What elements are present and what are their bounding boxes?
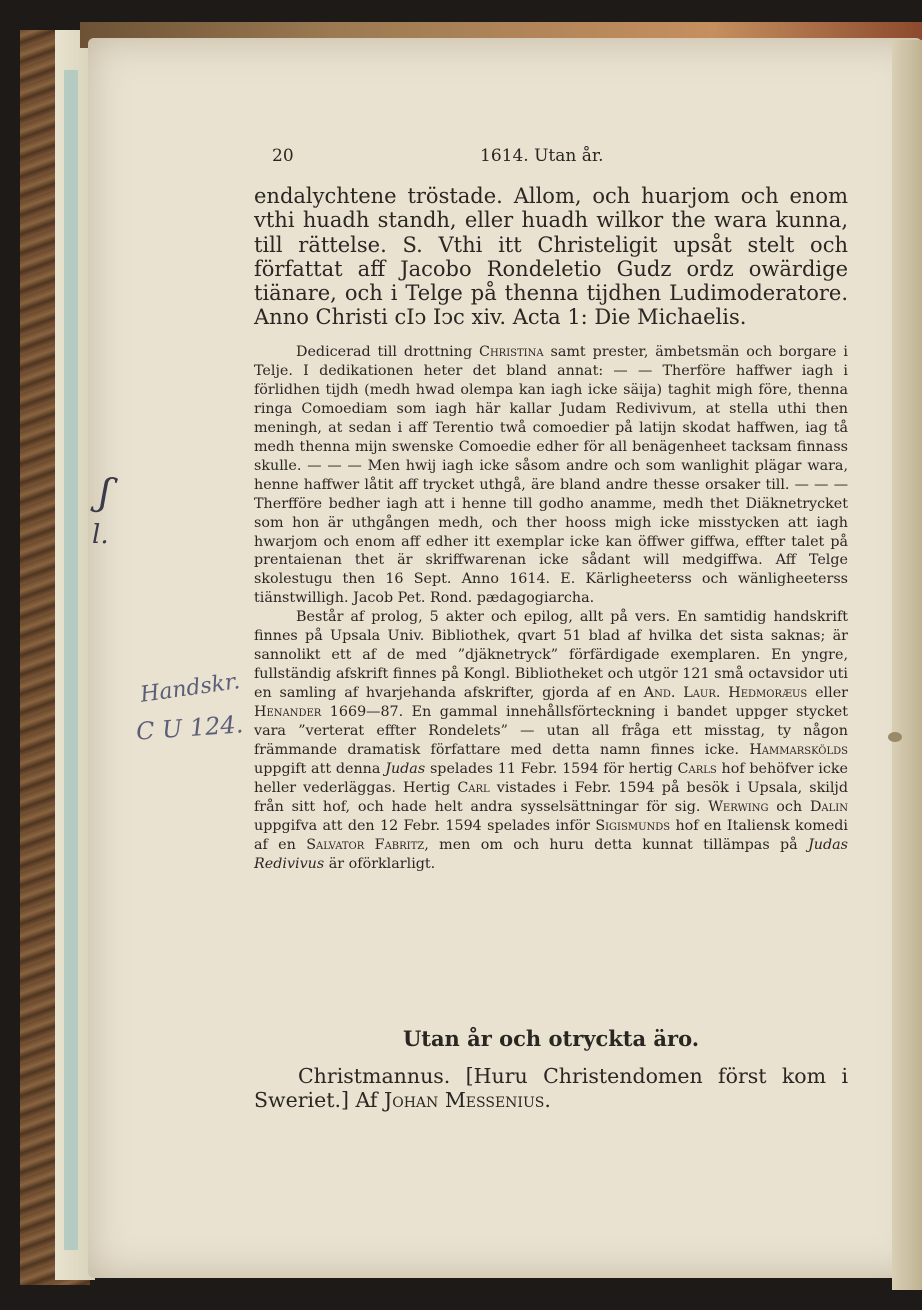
page-header [254, 146, 854, 172]
next-page-edge [892, 40, 922, 1290]
bookmark-strip [64, 70, 78, 1250]
lead-paragraph: endalychtene tröstade. Allom, och huarjom och enom vthi huadh standh, eller huadh wilkor the wara kunna, till rättelse. S. Vthi itt Christeligit upsåt stelt och författat aff Jacobo Rondeletio Gudz ordz owärdige tiänare, och i Telge på thenna tijdhen Ludimoderatore. Anno Christi cIↄ Iↄc xiv. Acta 1: Die Michaelis. [254, 184, 848, 330]
margin-mark: ʃ [96, 469, 114, 515]
commentary [254, 343, 848, 874]
page-number: 20 [272, 146, 294, 166]
section-heading: Utan år och otryckta äro. [402, 1026, 700, 1051]
handwritten-note: Handskr. [138, 669, 242, 708]
margin-mark-2: l. [92, 520, 109, 550]
catalogue-entry: Christmannus. [Huru Christendomen först kom i Sweriet.] Af Johan Messenius. [254, 1064, 848, 1112]
handwritten-shelfmark: C U 124. [135, 710, 245, 746]
commentary-paragraph-1: Dedicerad till drottning Christina samt prester, ämbetsmän och borgare i Telje. I dedikationen heter det bland annat: — — Therföre haffwer iagh i förlidhen tijdh (medh hwad olempa kan iagh icke säija) taghit migh före, thenna ringa Comoediam som iagh här kallar Judam Redivivum, at stella uthi then meningh, at sedan i aff Terentio twå comoedier på latijn skodat haffwen, iag tå medh thenna mijn swenske Comoedie edher för all benägenheet tacksam finnass skulle. — — — Men hwij iagh icke såsom andre och som wanlighit plägar wara, henne haffwer låtit aff trycket uthgå, äre bland andre thesse orsaker till. — — — Therfföre bedher iagh att i henne till godho anamme, medh thet Diäknetrycket som hon är uthgången medh, och ther hooss migh icke misstycken att iagh hwarjom och enom aff edher itt exemplar icke kan öffwer giffwa, effter talet på prentaienan thet är skriffwarenan icke sådant will medgiffwa. Aff Telge skolestugu then 16 Sept. Anno 1614. E. Kärligheeterss och wänligheeterss tiänstwilligh. Jacob Pet. Rond. pædagogiarcha. [254, 344, 848, 607]
commentary-paragraph-2: Består af prolog, 5 akter och epilog, allt på vers. En samtidig handskrift finnes på Upsala Univ. Bibliothek, qvart 51 blad af hvilka det sista saknas; är sannolikt ett af de med ”djäknetryck” förfärdigade exemplaren. En yngre, fullständig afskrift finnes på Kongl. Bibliotheket och utgör 121 små octavsidor uti en samling af hvarjehanda afskrifter, gjorda af en And. Laur. Hedmoræus eller Henander 1669—87. En gammal innehållsförteckning i bandet uppger stycket vara ”verterat effter Rondelets” — utan all fråga ett misstag, ty någon främmande dramatisk författare med detta namn finnes icke. Hammarskölds uppgift att denna Judas spelades 11 Febr. 1594 för hertig Carls hof behöfver icke heller vederläggas. Hertig Carl vistades i Febr. 1594 på besök i Upsala, skiljd från sitt hof, och hade helt andra sysselsättningar för sig. Werwing och Dalin uppgifva att den 12 Febr. 1594 spelades inför Sigismunds hof en Italiensk komedi af en Salvator Fabritz, men om och huru detta kunnat tillämpas på Judas Redivivus är oförklarligt. [254, 609, 849, 872]
paper-stain [888, 732, 902, 742]
running-title: 1614. Utan år. [480, 146, 604, 166]
